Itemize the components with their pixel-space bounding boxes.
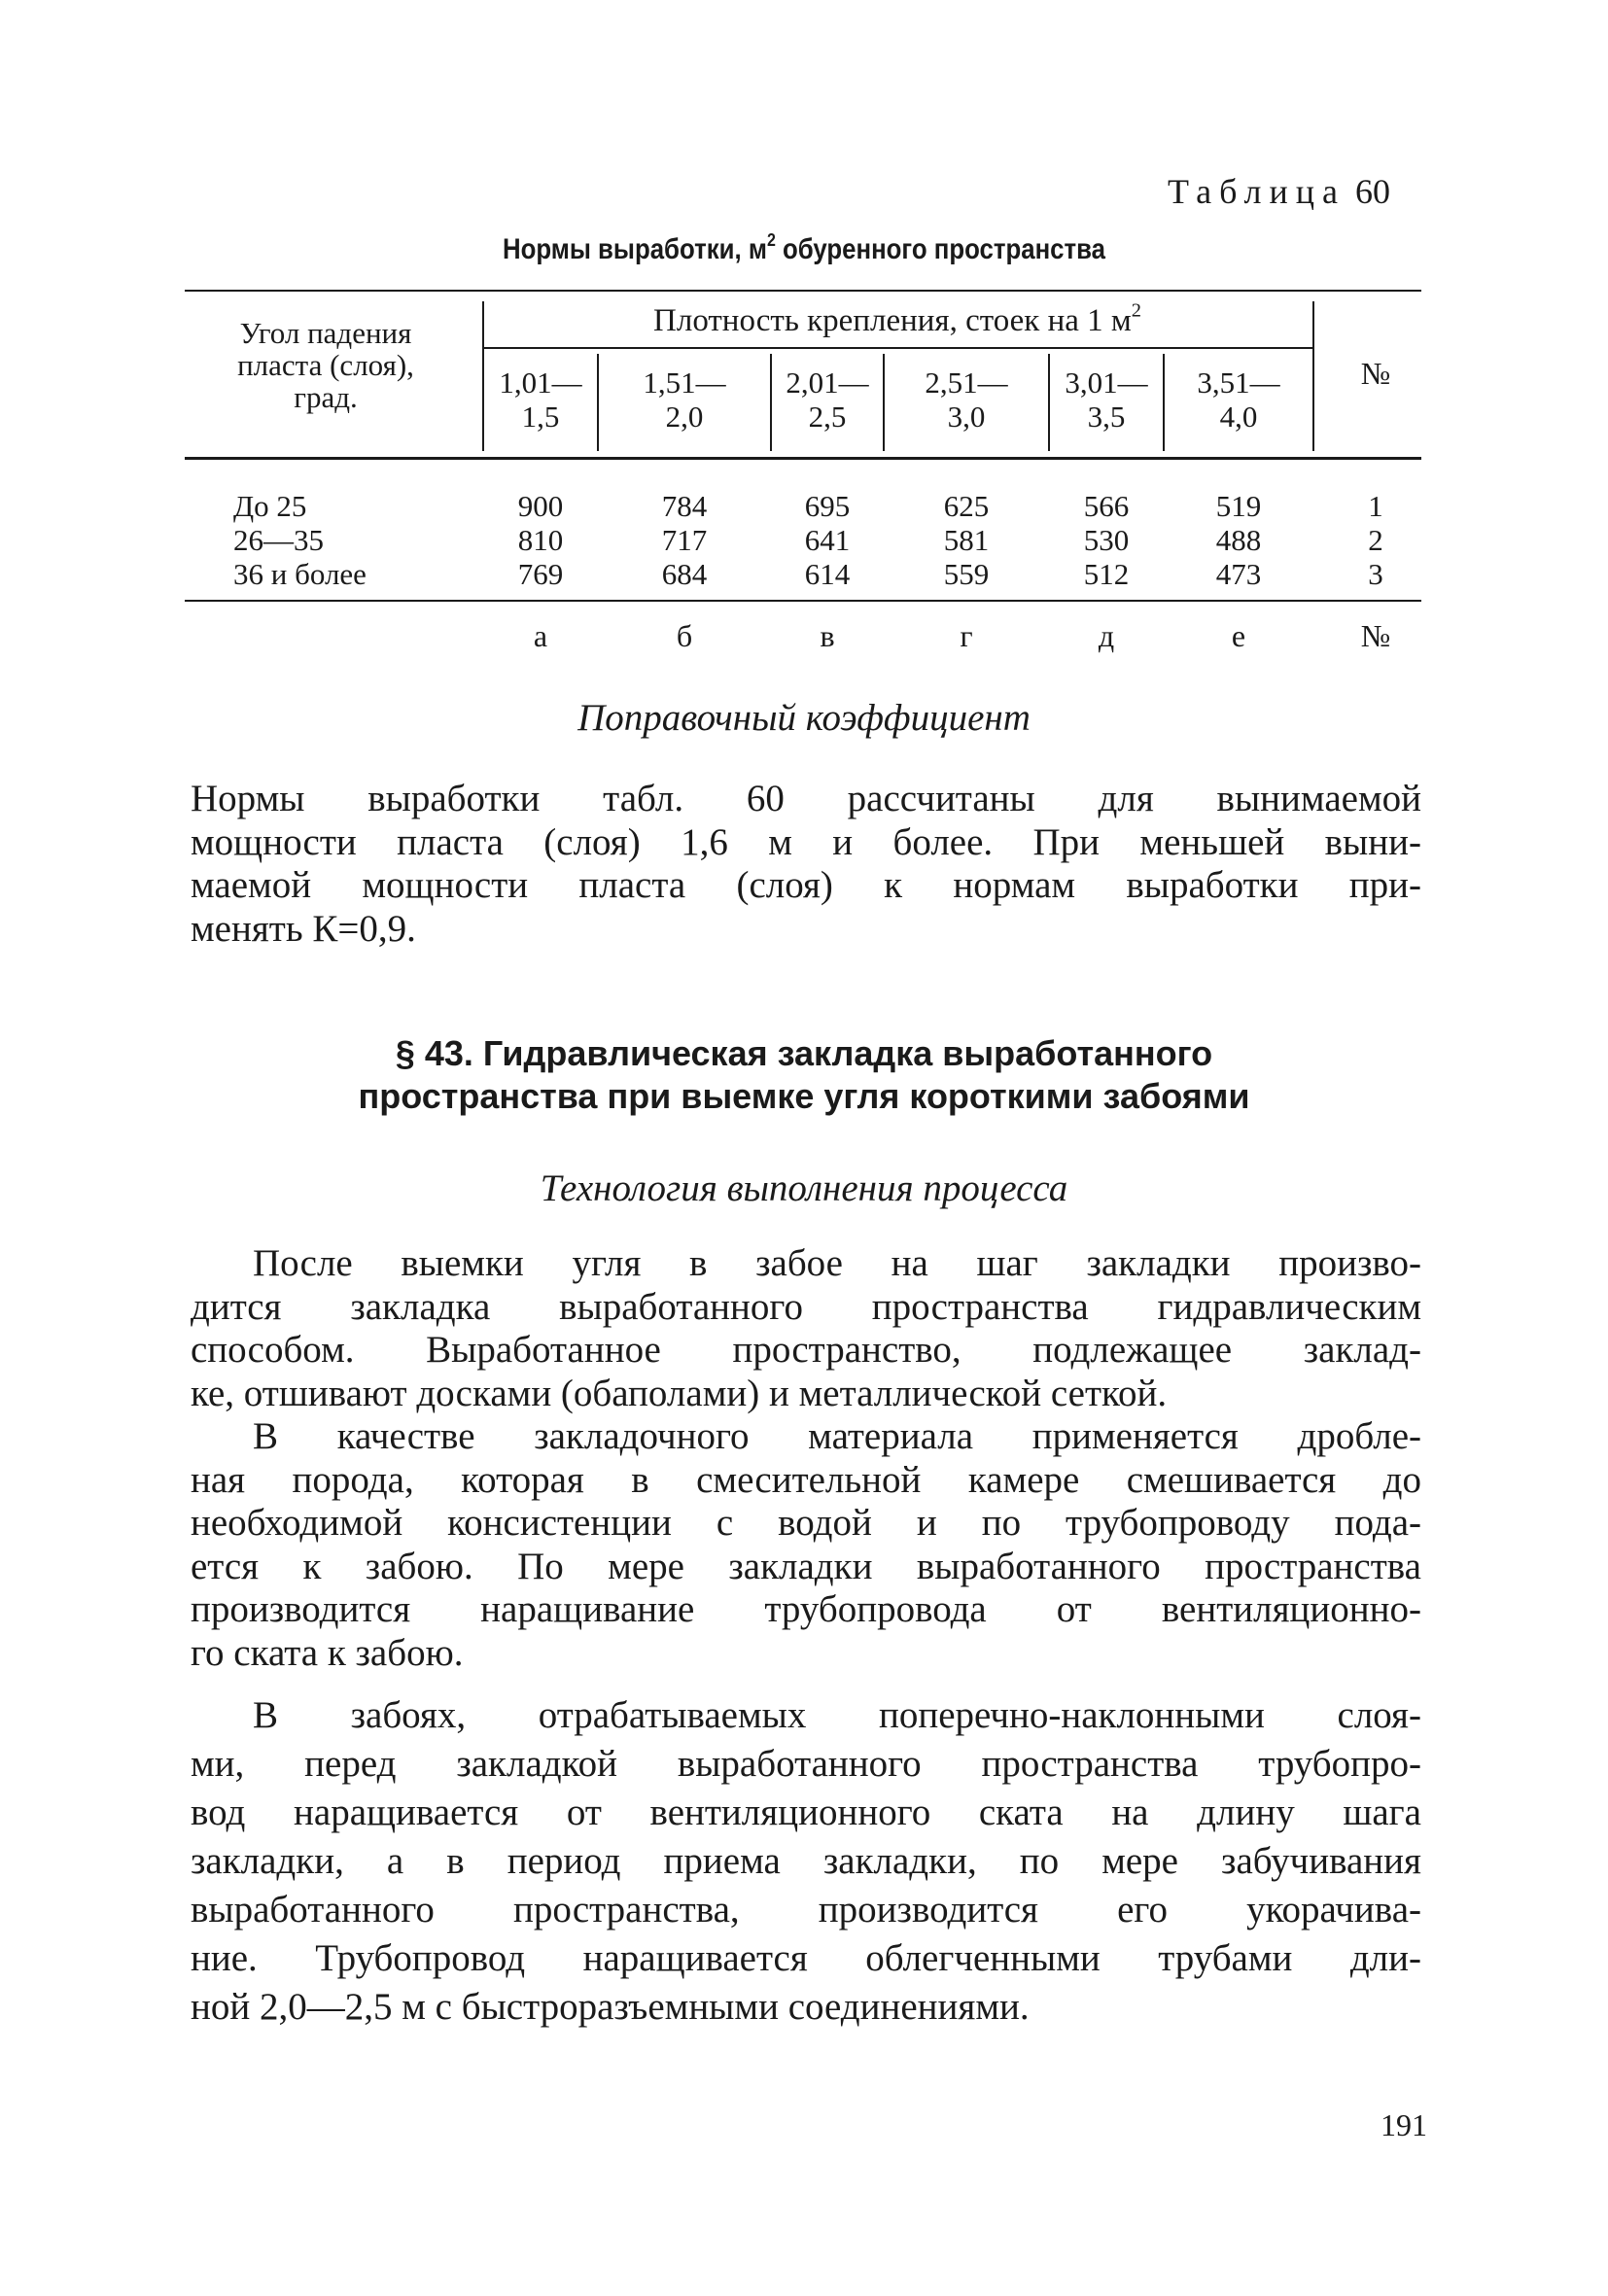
column-letter: г [960,618,973,653]
column-letter: а [533,618,548,653]
table-cell: 519 [1215,489,1262,523]
density-column-header: 2,01— 2,5 [786,365,869,434]
table-title: Нормы выработки, $м^2$ обуренного пространства [502,228,1106,265]
section-subheading: Технология выполнения процесса [540,1167,1068,1209]
header-bottom-rule [185,457,1421,460]
column-letter: в [820,618,835,653]
density-column-header: 3,51— 4,0 [1197,365,1280,434]
table-cell: 559 [943,557,990,591]
group-header-rule [484,347,1312,349]
density-column-header: 1,51— 2,0 [643,365,726,434]
table-column [1165,489,1312,591]
density-group-header: Плотность крепления, стоек на 1 $м^2$ [653,299,1141,338]
header-divider [1312,301,1314,451]
table-column [484,489,597,591]
table-top-rule [185,290,1421,292]
column-letter: д [1098,618,1115,653]
section-title: § 43. Гидравлическая закладка выработанного пространства при выемке угля короткими забоями [358,1033,1250,1116]
density-column-header: 1,01— 1,5 [499,365,582,434]
table-cell: 3 [1368,557,1383,591]
paragraph: В забоях, отрабатываемых поперечно-наклонными слоя- ми, перед закладкой выработанного пространства трубопро- вод наращивается от вентиляционного ската на длину шага закладки, а в период приема закладки, по мере забучивания выработанного пространства, производится его укорачива- ние. Трубопровод наращивается облегченными трубами дли- ной 2,0—2,5 м с быстроразъемными соединениями. [191,1694,1421,2028]
table-row-label: До 25 26—35 36 и более [233,489,367,591]
body-bottom-rule [185,600,1421,602]
table-cell: 488 [1215,523,1262,557]
table-cell: 695 [804,489,851,523]
table-column [772,489,883,591]
table-cell: 473 [1215,557,1262,591]
table-column [1050,489,1163,591]
table-cell: 717 [661,523,708,557]
table-cell: 512 [1083,557,1130,591]
density-column-header: 2,51— 3,0 [925,365,1008,434]
number-header: № [1360,356,1391,391]
table-cell: 900 [517,489,564,523]
letters-number-label: № [1360,618,1391,653]
table-cell: 566 [1083,489,1130,523]
table-label-number: 60 [1355,172,1390,211]
table-column [885,489,1048,591]
correction-heading: Поправочный коэффициент [577,697,1031,739]
table-label [1168,171,1390,212]
angle-header: Угол падения пласта (слоя), град. [237,316,414,414]
table-cell: 1 [1368,489,1383,523]
table-cell: 684 [661,557,708,591]
density-column-header: 3,01— 3,5 [1065,365,1148,434]
row-number-column [1322,489,1429,591]
paragraph: В качестве закладочного материала применяется дробле- ная порода, которая в смесительной камере смешивается до необходимой консистенции с водой и по трубопроводу пода- ется к забою. По мере закладки выработанного пространства производится наращивание трубопровода от вентиляционно- го ската к забою. [191,1415,1421,1674]
column-letter: е [1231,618,1246,653]
table-cell: 581 [943,523,990,557]
table-cell: 530 [1083,523,1130,557]
paragraph: После выемки угля в забое на шаг закладки произво- дится закладка выработанного пространства гидравлическим способом. Выработанное пространство, подлежащее заклад- ке, отшивают досками (обаполами) и металлической сеткой. [191,1242,1421,1414]
table-cell: 769 [517,557,564,591]
table-cell: 614 [804,557,851,591]
table-cell: 784 [661,489,708,523]
table-cell: 810 [517,523,564,557]
table-column [599,489,770,591]
table-cell: 641 [804,523,851,557]
table-cell: 625 [943,489,990,523]
correction-paragraph: Нормы выработки табл. 60 рассчитаны для вынимаемой мощности пласта (слоя) 1,6 м и более. При меньшей выни- маемой мощности пласта (слоя) к нормам выработки при- менять К=0,9. [191,778,1421,950]
table-label-word: Таблица [1168,172,1346,211]
column-letter: б [676,618,693,653]
page-number: 191 [1381,2107,1427,2142]
table-cell: 2 [1368,523,1383,557]
